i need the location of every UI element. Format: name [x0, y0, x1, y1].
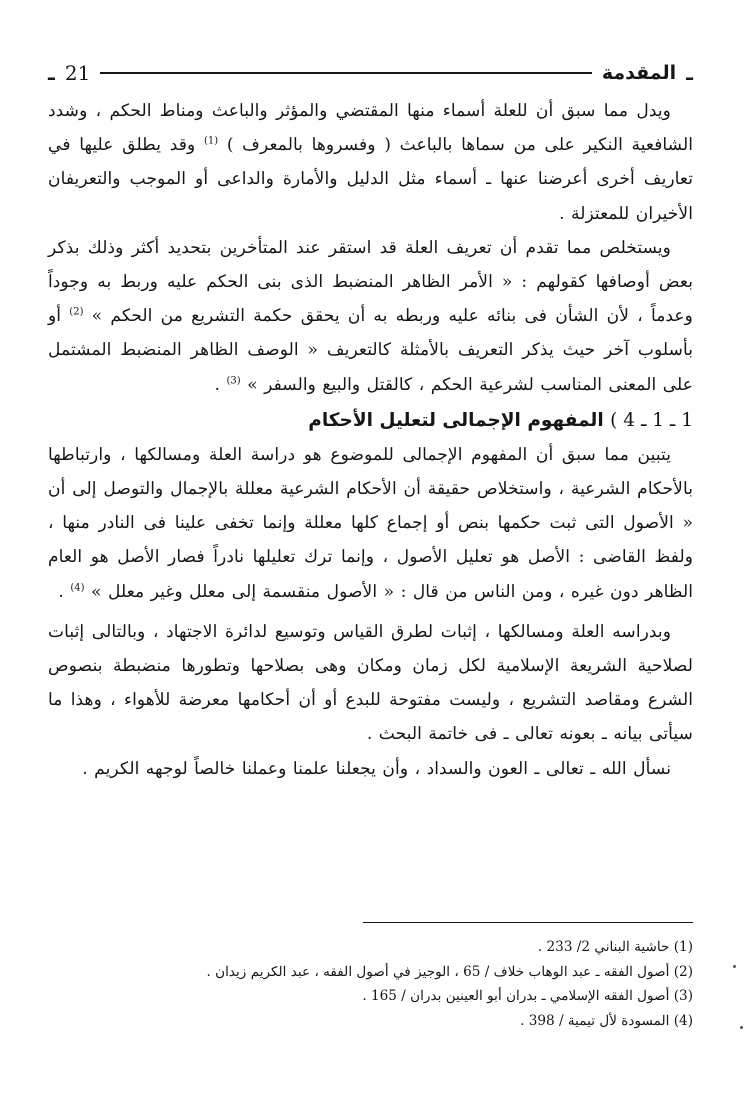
paragraph-2-text-b: أو بأسلوب آخر حيث يذكر التعريف بالأمثلة كالتعريف « الوصف الظاهر المنضبط المشتمل على المعنى المناسب لشرعية الحكم ، كالقتل والبيع والسفر » [48, 306, 693, 395]
footnote-ref-2: (2) [69, 306, 84, 318]
heading-number: 1 ـ 1 ـ 4 ) [610, 409, 693, 431]
section-heading [48, 404, 693, 438]
footnotes [48, 922, 693, 1033]
section-title: المقدمة [601, 62, 677, 84]
footnote-ref-4: (4) [70, 581, 85, 593]
paragraph-5: نسأل الله ـ تعالى ـ العون والسداد ، وأن يجعلنا علمنا وعملنا خالصاً لوجهه الكريم . [82, 758, 671, 779]
footnote-2: (2) أصول الفقه ـ عبد الوهاب خلاف / 65 ، الوجيز في أصول الفقه ، عبد الكريم زيدان . [206, 963, 693, 980]
book-page [48, 52, 693, 1062]
footnote-ref-1: (1) [203, 135, 219, 147]
paragraph-3-text-b: . [58, 581, 64, 602]
paragraph-2 [48, 231, 693, 402]
footnote-separator [363, 922, 693, 923]
footnote-4: (4) المسودة لأل تيمية / 398 . [520, 1012, 693, 1029]
heading-title: المفهوم الإجمالى لتعليل الأحكام [308, 409, 604, 431]
scan-speck [740, 1026, 743, 1029]
scan-speck [733, 965, 736, 968]
paragraph-3-text-a: يتبين مما سبق أن المفهوم الإجمالى للموضوع هو دراسة العلة ومسالكها ، وارتباطها بالأحكام الشرعية ، واستخلاص حقيقة أن الأحكام الشرعية معللة بالإجمال والتوصل إلى أن « الأصول التى ثبت حكمها بنص أو إجماع كلها معللة وإنما تخفى علينا فى النادر منها ، ولفظ القاضى : الأصل هو تعليل الأصول ، وإنما ترك تعليلها نادراً فصار الأصل هو العام الظاهر دون غيره ، ومن الناس من قال : « الأصول منقسمة إلى معلل وغير معلل » [48, 444, 693, 602]
paragraph-1 [48, 94, 693, 231]
paragraph-2-text-a: ويستخلص مما تقدم أن تعريف العلة قد استقر عند المتأخرين بتحديد أكثر وذلك بذكر بعض أوصافها كقولهم : « الأمر الظاهر المنضبط الذى بنى الحكم عليه وربط به وجوداً وعدماً ، لأن الشأن فى بنائه عليه وربطه به أن يحقق حكمة التشريع من الحكم » [48, 237, 693, 327]
page-number: 21 [64, 61, 91, 85]
header-dash-left: ـ [48, 61, 55, 85]
paragraph-3 [48, 438, 693, 609]
running-header [48, 52, 693, 94]
paragraph-1-text-a: ويدل مما سبق أن للعلة أسماء منها المقتضي والمؤثر والباعث ومناط الحكم ، وشدد الشافعية النكير على من سماها بالباعث ( وفسروها بالمعرف ) [48, 101, 694, 156]
paragraph-1-text-b: وقد يطلق عليها في تعاريف أخرى أعرضنا عنها ـ أسماء مثل الدليل والأمارة والداعى أو الموجب والتعريفان الأخيران للمعتزلة . [48, 135, 693, 224]
header-dash-right: ـ [686, 61, 693, 85]
footnote-ref-3: (3) [226, 374, 241, 386]
paragraph-4: وبدراسه العلة ومسالكها ، إثبات لطرق القياس وتوسيع لدائرة الاجتهاد ، وبالتالى إثبات لصلاحية الشريعة الإسلامية لكل زمان ومكان وهى بصلاحها وتطورها منضبطة بنصوص الشرع ومقاصد التشريع ، وليست مفتوحة للبدع أو أن أحكامها معرضة للأهواء ، وهذا ما سيأتى بيانه ـ بعونه تعالى ـ فى خاتمة البحث . [48, 621, 693, 745]
header-rule [100, 72, 592, 74]
paragraph-2-text-c: . [214, 374, 220, 395]
footnote-1: (1) حاشية البناني 2/ 233 . [537, 939, 693, 955]
footnote-3: (3) أصول الفقه الإسلامي ـ بدران أبو العينين بدران / 165 . [362, 988, 693, 1004]
